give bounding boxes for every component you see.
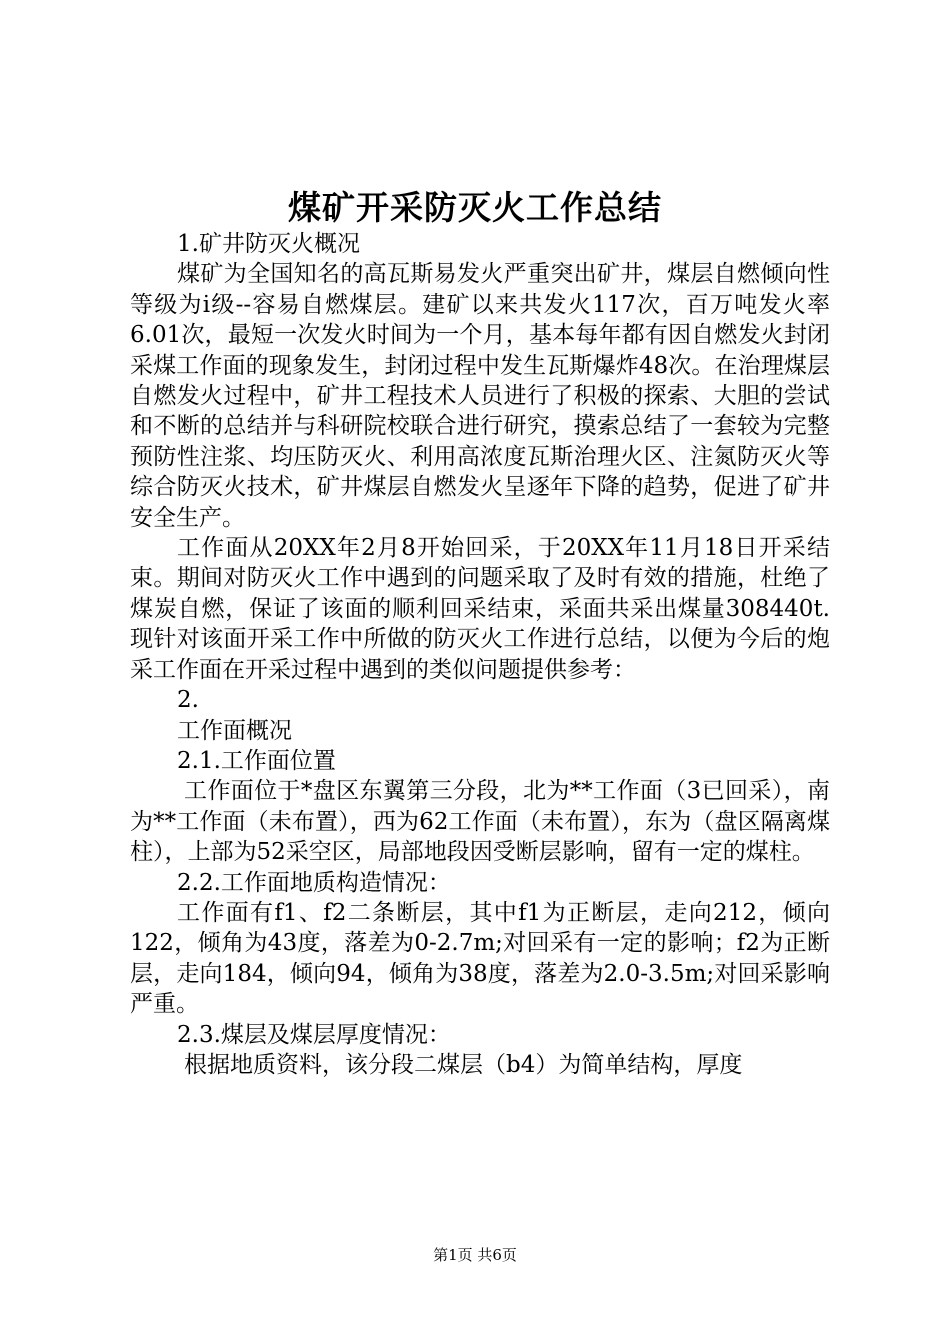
subsection-heading: 2.1.工作面位置 [177,747,336,774]
document-title: 煤矿开采防灭火工作总结 [288,188,662,227]
body-paragraph: 工作面位于*盘区东翼第三分段，北为**工作面（3已回采），南为**工作面（未布置），西为62工作面（未布置），东为（盘区隔离煤柱），上部为52采空区，局部地段因受断层影响，留有一定的煤柱。 [130,778,830,866]
subsection-heading: 2.3.煤层及煤层厚度情况： [177,1021,451,1048]
page-footer: 第1页 共6页 [433,1246,517,1264]
section-number: 2. [177,687,199,714]
section-heading: 工作面概况 [177,717,292,744]
body-paragraph: 煤矿为全国知名的高瓦斯易发火严重突出矿井，煤层自燃倾向性等级为ⅰ级--容易自燃煤层。建矿以来共发火117次，百万吨发火率6.01次，最短一次发火时间为一个月，基本每年都有因自燃发火封闭采煤工作面的现象发生，封闭过程中发生瓦斯爆炸48次。在治理煤层自燃发火过程中，矿井工程技术人员进行了积极的探索、大胆的尝试和不断的总结并与科研院校联合进行研究，摸索总结了一套较为完整预防性注浆、均压防灭火、利用高浓度瓦斯治理火区、注氮防灭火等综合防灭火技术，矿井煤层自燃发火呈逐年下降的趋势，促进了矿井安全生产。 [130,261,830,531]
document-body [130,229,830,1080]
section-heading: 1.矿井防灭火概况 [177,231,360,257]
body-paragraph: 根据地质资料，该分段二煤层（b4）为简单结构，厚度 [184,1051,743,1078]
body-paragraph: 工作面有f1、f2二条断层，其中f1为正断层，走向212，倾向122，倾角为43度，落差为0-2.7m;对回采有一定的影响；f2为正断层，走向184，倾向94，倾角为38度，落差为2.0-3.5m;对回采影响严重。 [130,899,830,1018]
subsection-heading: 2.2.工作面地质构造情况： [177,869,451,896]
body-paragraph: 工作面从20XX年2月8开始回采，于20XX年11月18日开采结束。期间对防灭火工作中遇到的问题采取了及时有效的措施，杜绝了煤炭自燃，保证了该面的顺利回采结束，采面共采出煤量308440t.现针对该面开采工作中所做的防灭火工作进行总结，以便为今后的炮采工作面在开采过程中遇到的类似问题提供参考： [130,535,830,683]
